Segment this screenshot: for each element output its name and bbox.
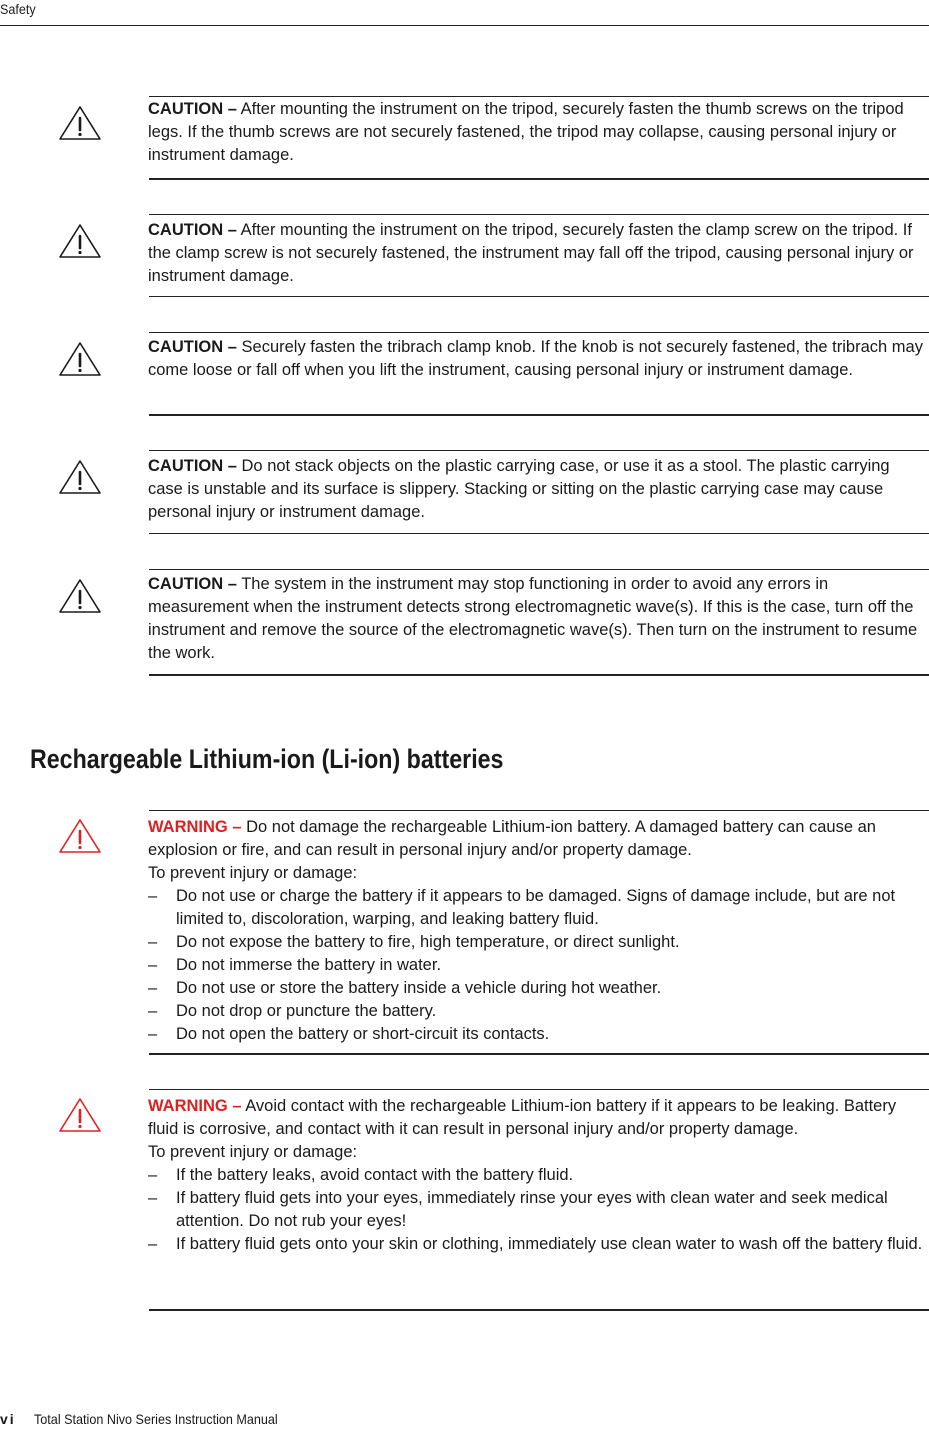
list-item-text: If battery fluid gets onto your skin or clothing, immediately use clean water to wash off the battery fluid. (176, 1235, 923, 1253)
list-item-text: Do not use or store the battery inside a vehicle during hot weather. (176, 979, 662, 997)
caution-label: CAUTION – (148, 457, 237, 475)
list-item (148, 931, 925, 954)
list-dash: – (148, 956, 158, 974)
caution-body: After mounting the instrument on the tripod, securely fasten the thumb screws on the tripod legs. If the thumb screws are not securely fastened, the tripod may collapse, causing personal injury or instrument damage. (148, 100, 904, 164)
page-number: vi (0, 1411, 16, 1427)
caution-text (148, 98, 925, 167)
notice-rule-top (149, 1089, 929, 1090)
warning-label: WARNING – (148, 1097, 242, 1115)
caution-triangle-icon (58, 459, 102, 495)
warning-triangle-icon (58, 1097, 102, 1133)
list-item-text: Do not expose the battery to fire, high temperature, or direct sunlight. (176, 933, 680, 951)
notice-rule-top (149, 569, 929, 570)
list-item (148, 954, 925, 977)
list-dash: – (148, 1025, 158, 1043)
warning-body: Avoid contact with the rechargeable Lithium-ion battery if it appears to be leaking. Battery fluid is corrosive, and contact with it can result in personal injury and/or property damage. (148, 1097, 897, 1138)
caution-triangle-icon (58, 223, 102, 259)
caution-label: CAUTION – (148, 338, 237, 356)
list-item-text: Do not open the battery or short-circuit its contacts. (176, 1025, 550, 1043)
list-item (148, 1023, 925, 1046)
list-dash: – (148, 1189, 158, 1207)
warning-intro (148, 1095, 925, 1141)
warning-triangle-icon (58, 818, 102, 854)
notice-rule-bottom (149, 414, 929, 416)
section-heading: Rechargeable Lithium-ion (Li-ion) batteries (30, 744, 504, 774)
list-dash: – (148, 1002, 158, 1020)
caution-body: Do not stack objects on the plastic carrying case, or use it as a stool. The plastic carrying case is unstable and its surface is slippery. Stacking or sitting on the plastic carrying case may cause personal injury or instrument damage. (148, 457, 890, 521)
caution-body: Securely fasten the tribrach clamp knob. If the knob is not securely fastened, the tribrach may come loose or fall off when you lift the instrument, causing personal injury or instrument damage. (148, 338, 923, 379)
list-item-text: Do not immerse the battery in water. (176, 956, 442, 974)
list-item (148, 1187, 925, 1233)
notice-rule-top (149, 332, 929, 333)
warning-text (148, 816, 925, 1046)
caution-text (148, 455, 925, 524)
warning-body: Do not damage the rechargeable Lithium-ion battery. A damaged battery can cause an explosion or fire, and can result in personal injury and/or property damage. (148, 818, 876, 859)
caution-body: After mounting the instrument on the tripod, securely fasten the clamp screw on the tripod. If the clamp screw is not securely fastened, the instrument may fall off the tripod, causing personal injury or instrument damage. (148, 221, 914, 285)
caution-triangle-icon (58, 341, 102, 377)
notice-rule-bottom (149, 178, 929, 180)
caution-text (148, 573, 925, 665)
list-dash: – (148, 887, 158, 905)
list-item-text: If battery fluid gets into your eyes, immediately rinse your eyes with clean water and seek medical attention. Do not rub your eyes! (176, 1189, 888, 1230)
notice-rule-bottom (149, 296, 929, 297)
caution-text (148, 219, 925, 288)
running-header: Safety (0, 1, 36, 17)
caution-body: The system in the instrument may stop functioning in order to avoid any errors in measurement when the instrument detects strong electromagnetic wave(s). If this is the case, turn off the instrument and remove the source of the electromagnetic wave(s). Then turn on the instrument to resume the work. (148, 575, 918, 662)
list-item (148, 977, 925, 1000)
warning-intro (148, 816, 925, 862)
page-footer (0, 1410, 305, 1428)
notice-rule-top (149, 214, 929, 215)
notice-rule-bottom (149, 1309, 929, 1311)
notice-rule-bottom (149, 674, 929, 676)
prevent-line: To prevent injury or damage: (148, 1143, 358, 1161)
list-item-text: If the battery leaks, avoid contact with the battery fluid. (176, 1166, 574, 1184)
list-dash: – (148, 933, 158, 951)
prevent-line: To prevent injury or damage: (148, 864, 358, 882)
warning-text (148, 1095, 925, 1256)
list-item (148, 1000, 925, 1023)
list-item-text: Do not drop or puncture the battery. (176, 1002, 437, 1020)
notice-rule-bottom (149, 1053, 929, 1055)
caution-label: CAUTION – (148, 100, 237, 118)
notice-rule-top (149, 810, 929, 811)
manual-title: Total Station Nivo Series Instruction Manual (33, 1411, 278, 1427)
list-dash: – (148, 1235, 158, 1253)
list-dash: – (148, 979, 158, 997)
warning-label: WARNING – (148, 818, 242, 836)
caution-text (148, 336, 925, 382)
caution-label: CAUTION – (148, 575, 237, 593)
caution-triangle-icon (58, 578, 102, 614)
caution-triangle-icon (58, 105, 102, 141)
header-rule (0, 25, 929, 26)
list-item (148, 1164, 925, 1187)
notice-rule-top (149, 450, 929, 451)
caution-label: CAUTION – (148, 221, 237, 239)
notice-rule-top (149, 96, 929, 97)
list-dash: – (148, 1166, 158, 1184)
notice-rule-bottom (149, 533, 929, 534)
list-item-text: Do not use or charge the battery if it appears to be damaged. Signs of damage include, but are not limited to, discoloration, warping, and leaking battery fluid. (176, 887, 896, 928)
list-item (148, 885, 925, 931)
list-item (148, 1233, 925, 1256)
